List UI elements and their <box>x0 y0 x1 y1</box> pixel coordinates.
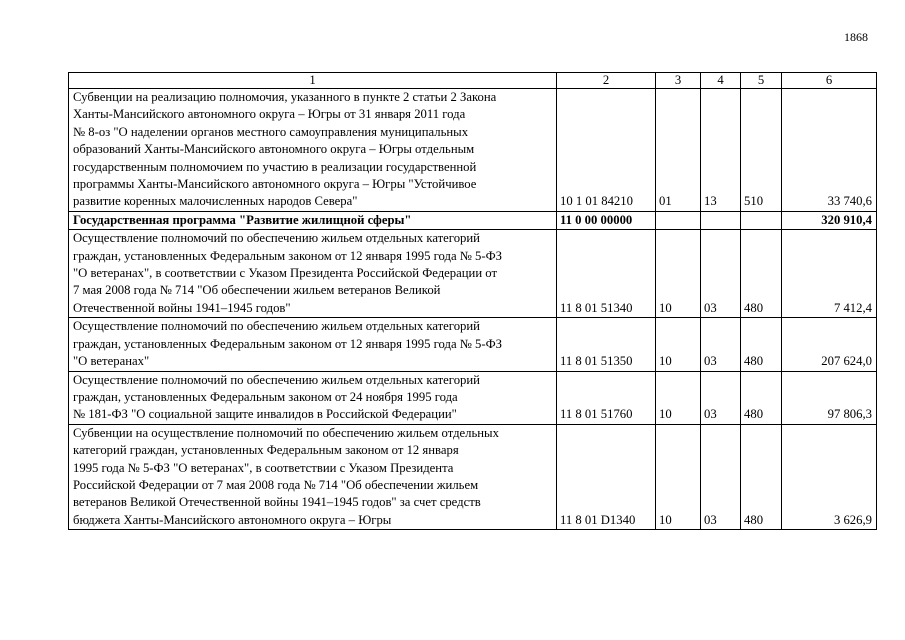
table-row <box>69 371 877 424</box>
header-cell-1: 1 <box>69 73 557 89</box>
row-code: 11 8 01 51350 <box>557 318 656 371</box>
row-col3: 10 <box>656 371 701 424</box>
row-col3: 10 <box>656 230 701 318</box>
header-cell-6: 6 <box>782 73 877 89</box>
row-col4: 03 <box>701 424 741 529</box>
row-amount: 7 412,4 <box>782 230 877 318</box>
table-row <box>69 89 877 212</box>
budget-table <box>68 72 877 530</box>
header-cell-5: 5 <box>741 73 782 89</box>
table-row-program-heading <box>69 211 877 229</box>
row-col4: 03 <box>701 371 741 424</box>
row-col5: 480 <box>741 318 782 371</box>
row-code: 11 8 01 51340 <box>557 230 656 318</box>
row-col5: 480 <box>741 424 782 529</box>
row-code: 11 0 00 00000 <box>557 211 656 229</box>
page-number: 1868 <box>844 30 868 44</box>
header-cell-2: 2 <box>557 73 656 89</box>
row-code: 11 8 01 D1340 <box>557 424 656 529</box>
row-col5: 510 <box>741 89 782 212</box>
row-col4 <box>701 211 741 229</box>
table-row <box>69 424 877 529</box>
header-cell-3: 3 <box>656 73 701 89</box>
row-amount: 33 740,6 <box>782 89 877 212</box>
header-cell-4: 4 <box>701 73 741 89</box>
row-description: Осуществление полномочий по обеспечению жильем отдельных категорий граждан, установленных Федеральным законом от 12 января 1995 года № 5-ФЗ "О ветеранах" <box>69 318 557 371</box>
row-description: Субвенции на осуществление полномочий по обеспечению жильем отдельных категорий граждан, установленных Федеральным законом от 12 января 1995 года № 5-ФЗ "О ветеранах", в соответствии с Указом Президента Российской Федерации от 7 мая 2008 года № 714 "Об обеспечении жильем ветеранов Великой Отечественной войны 1941–1945 годов" за счет средств бюджета Ханты-Мансийского автономного округа – Югры <box>69 424 557 529</box>
row-col4: 03 <box>701 318 741 371</box>
row-col4: 03 <box>701 230 741 318</box>
table-row <box>69 318 877 371</box>
row-amount: 97 806,3 <box>782 371 877 424</box>
row-amount: 3 626,9 <box>782 424 877 529</box>
row-col4: 13 <box>701 89 741 212</box>
row-col5 <box>741 211 782 229</box>
row-code: 10 1 01 84210 <box>557 89 656 212</box>
table-row <box>69 230 877 318</box>
row-description: Осуществление полномочий по обеспечению жильем отдельных категорий граждан, установленных Федеральным законом от 24 ноября 1995 года № 181-ФЗ "О социальной защите инвалидов в Российской Федерации" <box>69 371 557 424</box>
row-amount: 320 910,4 <box>782 211 877 229</box>
row-col5: 480 <box>741 371 782 424</box>
row-col3: 01 <box>656 89 701 212</box>
row-code: 11 8 01 51760 <box>557 371 656 424</box>
row-col3 <box>656 211 701 229</box>
row-col3: 10 <box>656 318 701 371</box>
table-header-row <box>69 73 877 89</box>
row-description: Субвенции на реализацию полномочия, указанного в пункте 2 статьи 2 Закона Ханты-Мансийского автономного округа – Югры от 31 января 2011 года № 8-оз "О наделении органов местного самоуправления муниципальных образований Ханты-Мансийского автономного округа – Югры отдельным государственным полномочием по участию в реализации государственной программы Ханты-Мансийского автономного округа – Югры "Устойчивое развитие коренных малочисленных народов Севера" <box>69 89 557 212</box>
row-description: Государственная программа "Развитие жилищной сферы" <box>69 211 557 229</box>
row-col5: 480 <box>741 230 782 318</box>
row-col3: 10 <box>656 424 701 529</box>
row-description: Осуществление полномочий по обеспечению жильем отдельных категорий граждан, установленных Федеральным законом от 12 января 1995 года № 5-ФЗ "О ветеранах", в соответствии с Указом Президента Российской Федерации от 7 мая 2008 года № 714 "Об обеспечении жильем ветеранов Великой Отечественной войны 1941–1945 годов" <box>69 230 557 318</box>
row-amount: 207 624,0 <box>782 318 877 371</box>
